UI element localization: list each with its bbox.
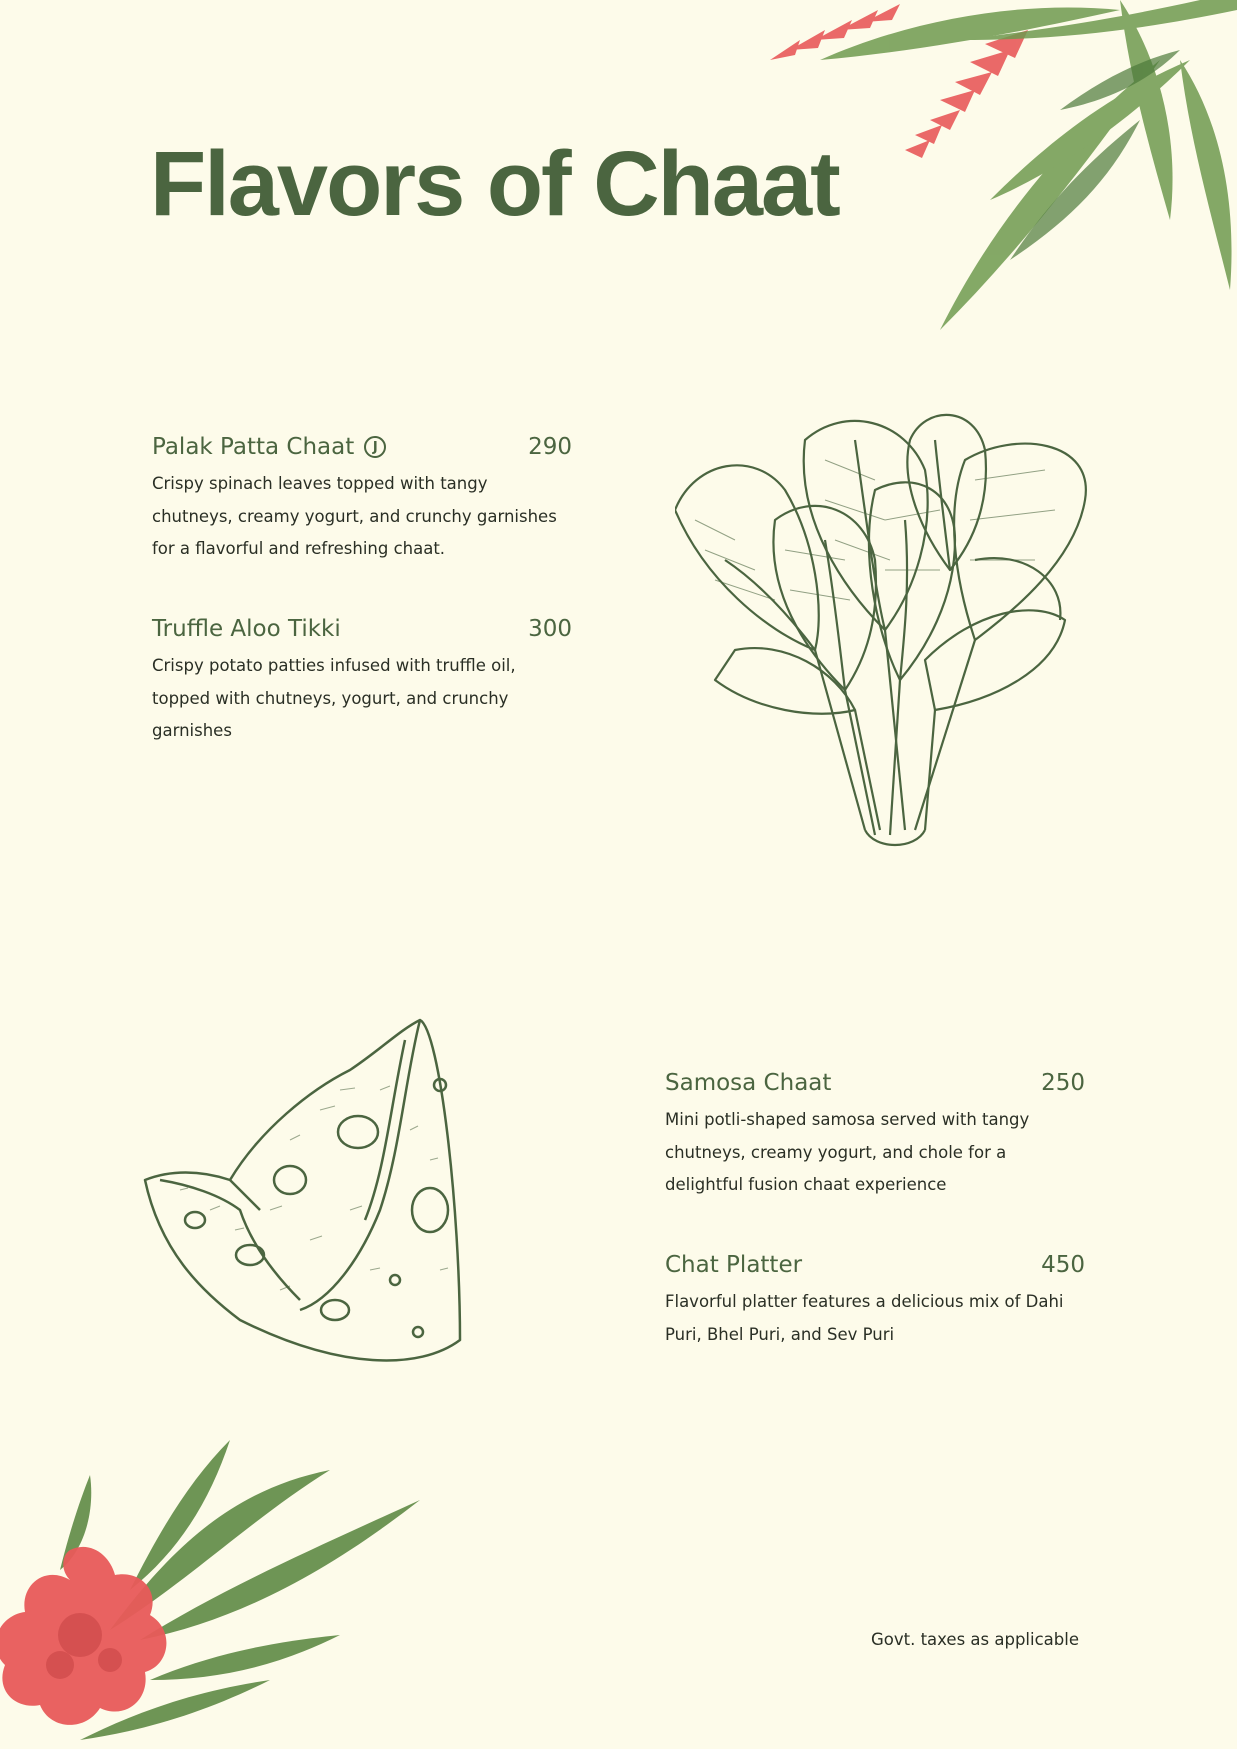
menu-item bbox=[152, 434, 572, 566]
menu-item-header bbox=[152, 616, 572, 642]
menu-item-name-row bbox=[665, 1070, 831, 1096]
menu-item-price: 290 bbox=[528, 434, 572, 460]
menu-item-description: Flavorful platter features a delicious mix of Dahi Puri, Bhel Puri, and Sev Puri bbox=[665, 1292, 1064, 1344]
menu-item-name: Samosa Chaat bbox=[665, 1070, 832, 1096]
menu-item-description: Crispy potato patties infused with truffle oil, topped with chutneys, yogurt, and crunchy garnishes bbox=[152, 656, 516, 740]
menu-item-header bbox=[665, 1070, 1085, 1096]
menu-item bbox=[665, 1252, 1085, 1351]
menu-item-description: Crispy spinach leaves topped with tangy chutneys, creamy yogurt, and crunchy garnishes for a flavorful and refreshing chaat. bbox=[152, 474, 557, 558]
menu-item-price: 300 bbox=[528, 616, 572, 642]
menu-item-name-row bbox=[152, 434, 386, 460]
menu-item bbox=[152, 616, 572, 748]
menu-item bbox=[665, 1070, 1085, 1202]
spinach-bunch-illustration bbox=[675, 410, 1095, 850]
menu-item-name-row bbox=[152, 616, 341, 642]
menu-item-name: Palak Patta Chaat bbox=[152, 434, 355, 460]
menu-item-description: Mini potli-shaped samosa served with tangy chutneys, creamy yogurt, and chole for a delightful fusion chaat experience bbox=[665, 1110, 1030, 1194]
menu-item-price: 450 bbox=[1041, 1252, 1085, 1278]
pizza-slice-illustration bbox=[140, 1010, 510, 1380]
menu-item-name-row bbox=[665, 1252, 802, 1278]
page-title: Flavors of Chaat bbox=[150, 133, 839, 235]
tax-note: Govt. taxes as applicable bbox=[870, 1630, 1079, 1649]
menu-item-header bbox=[665, 1252, 1085, 1278]
menu-item-name: Chat Platter bbox=[665, 1252, 803, 1278]
menu-item-header bbox=[152, 434, 572, 460]
jain-badge-icon: J bbox=[364, 436, 386, 458]
menu-item-name: Truffle Aloo Tikki bbox=[152, 616, 341, 642]
watercolor-flower-bottom-left bbox=[0, 1440, 430, 1749]
menu-item-price: 250 bbox=[1041, 1070, 1085, 1096]
